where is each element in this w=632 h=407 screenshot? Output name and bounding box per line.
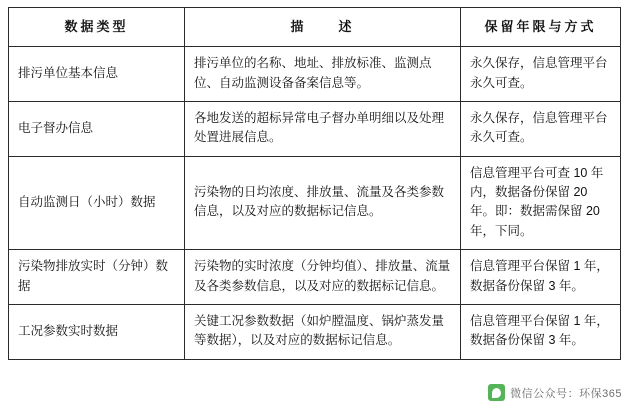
cell-data-type: 排污单位基本信息 xyxy=(9,47,185,102)
table-row xyxy=(9,101,621,156)
column-header-description: 描 述 xyxy=(185,8,461,47)
cell-retention: 永久保存，信息管理平台永久可查。 xyxy=(461,101,621,156)
cell-description: 排污单位的名称、地址、排放标准、监测点位、自动监测设备备案信息等。 xyxy=(185,47,461,102)
leaf-icon xyxy=(488,384,505,401)
watermark xyxy=(488,384,622,401)
cell-description: 污染物的实时浓度（分钟均值）、排放量、流量及各类参数信息，以及对应的数据标记信息。 xyxy=(185,250,461,305)
cell-data-type: 污染物排放实时（分钟）数据 xyxy=(9,250,185,305)
data-retention-table xyxy=(8,7,621,360)
cell-data-type: 自动监测日（小时）数据 xyxy=(9,156,185,250)
table-row xyxy=(9,250,621,305)
cell-description: 各地发送的超标异常电子督办单明细以及处理处置进展信息。 xyxy=(185,101,461,156)
cell-retention: 永久保存，信息管理平台永久可查。 xyxy=(461,47,621,102)
cell-data-type: 工况参数实时数据 xyxy=(9,304,185,359)
column-header-retention: 保留年限与方式 xyxy=(461,8,621,47)
cell-data-type: 电子督办信息 xyxy=(9,101,185,156)
table-row xyxy=(9,47,621,102)
table-row xyxy=(9,304,621,359)
column-header-data-type: 数据类型 xyxy=(9,8,185,47)
cell-description: 关键工况参数数据（如炉膛温度、锅炉蒸发量等数据），以及对应的数据标记信息。 xyxy=(185,304,461,359)
cell-retention: 信息管理平台保留 1 年，数据备份保留 3 年。 xyxy=(461,304,621,359)
table-header-row xyxy=(9,8,621,47)
cell-description: 污染物的日均浓度、排放量、流量及各类参数信息，以及对应的数据标记信息。 xyxy=(185,156,461,250)
cell-retention: 信息管理平台可查 10 年内，数据备份保留 20 年。即：数据需保留 20 年，下同。 xyxy=(461,156,621,250)
cell-retention: 信息管理平台保留 1 年，数据备份保留 3 年。 xyxy=(461,250,621,305)
watermark-label: 微信公众号：环保365 xyxy=(510,387,622,400)
table-row xyxy=(9,156,621,250)
